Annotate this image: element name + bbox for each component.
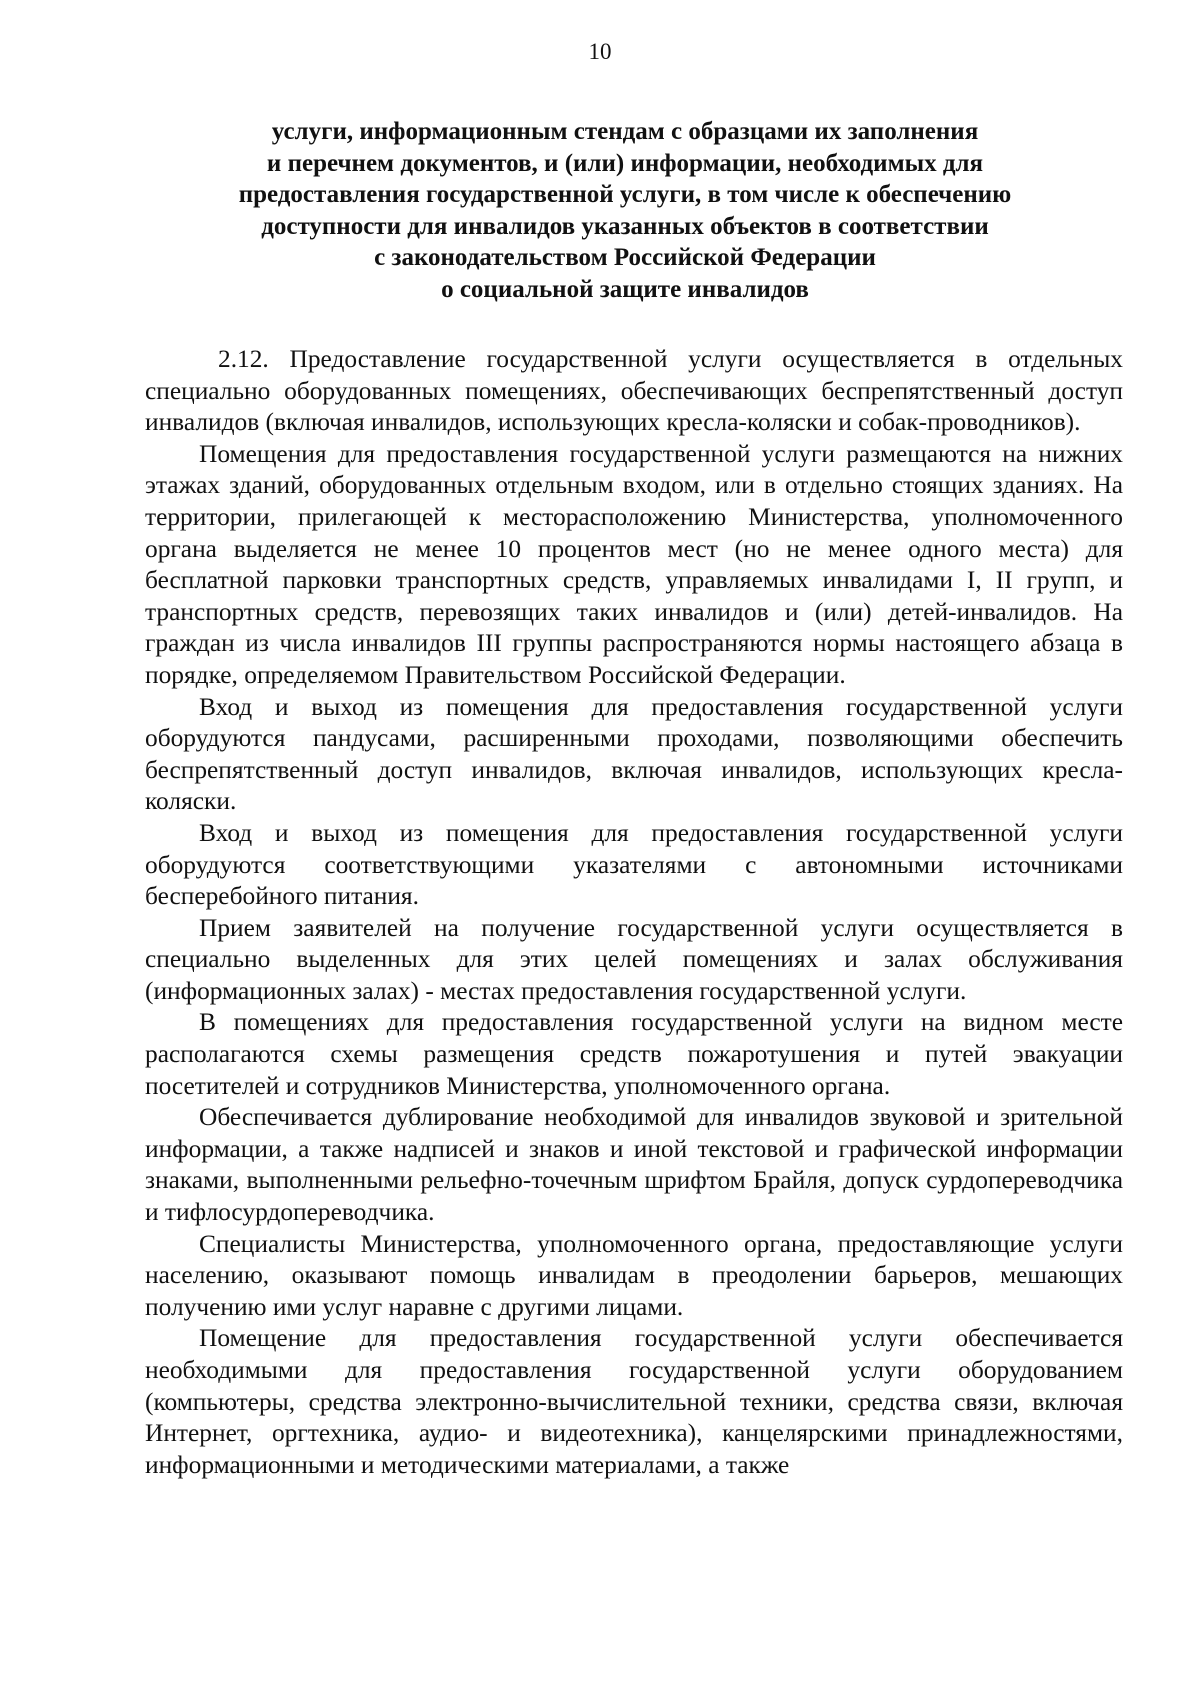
paragraph: Помещение для предоставления государственной услуги обеспечивается необходимыми для предоставления государственной услуги оборудованием (компьютеры, средства электронно-вычислительной техники, средства связи, включая Интернет, оргтехника, аудио- и видеотехника), канцелярскими принадлежностями, информационными и методическими материалами, а также — [145, 1324, 1123, 1479]
paragraph: Прием заявителей на получение государственной услуги осуществляется в специально выделенных для этих целей помещениях и залах обслуживания (информационных залах) - местах предоставления государственной услуги. — [145, 913, 1123, 1005]
paragraph: Обеспечивается дублирование необходимой для инвалидов звуковой и зрительной информации, а также надписей и знаков и иной текстовой и графической информации знаками, выполненными рельефно-точечным шрифтом Брайля, допуск сурдопереводчика и тифлосурдопереводчика. — [145, 1103, 1123, 1227]
body-text — [145, 344, 1123, 1481]
heading-line: предоставления государственной услуги, в том числе к обеспечению — [238, 181, 1012, 208]
heading-line: услуги, информационным стендам с образцами их заполнения — [271, 118, 979, 145]
section-heading — [145, 116, 1105, 305]
paragraph: Помещения для предоставления государственной услуги размещаются на нижних этажах зданий, оборудованных отдельным входом, или в отдельно стоящих зданиях. На территории, прилегающей к месторасположению Министерства, уполномоченного органа выделяется не менее 10 процентов мест (но не менее одного места) для бесплатной парковки транспортных средств, управляемых инвалидами I, II групп, и транспортных средств, перевозящих таких инвалидов и (или) детей-инвалидов. На граждан из числа инвалидов III группы распространяются нормы настоящего абзаца в порядке, определяемом Правительством Российской Федерации. — [145, 439, 1123, 689]
paragraph: 2.12. Предоставление государственной услуги осуществляется в отдельных специально оборудованных помещениях, обеспечивающих беспрепятственный доступ инвалидов (включая инвалидов, использующих кресла-коляски и собак-проводников). — [145, 345, 1123, 437]
paragraph: Специалисты Министерства, уполномоченного органа, предоставляющие услуги населению, оказывают помощь инвалидам в преодолении барьеров, мешающих получению ими услуг наравне с другими лицами. — [145, 1229, 1123, 1321]
heading-line: с законодательством Российской Федерации — [374, 244, 876, 271]
paragraph: В помещениях для предоставления государственной услуги на видном месте располагаются схемы размещения средств пожаротушения и путей эвакуации посетителей и сотрудников Министерства, уполномоченного органа. — [145, 1008, 1123, 1100]
page-number: 10 — [588, 39, 612, 64]
heading-line: и перечнем документов, и (или) информации, необходимых для — [266, 149, 984, 177]
heading-line: о социальной защите инвалидов — [441, 275, 809, 303]
paragraph: Вход и выход из помещения для предоставления государственной услуги оборудуются пандусами, расширенными проходами, позволяющими обеспечить беспрепятственный доступ инвалидов, включая инвалидов, использующих кресла-коляски. — [145, 692, 1123, 816]
paragraph: Вход и выход из помещения для предоставления государственной услуги оборудуются соответствующими указателями с автономными источниками бесперебойного питания. — [145, 818, 1123, 911]
heading-line: доступности для инвалидов указанных объектов в соответствии — [261, 212, 989, 240]
